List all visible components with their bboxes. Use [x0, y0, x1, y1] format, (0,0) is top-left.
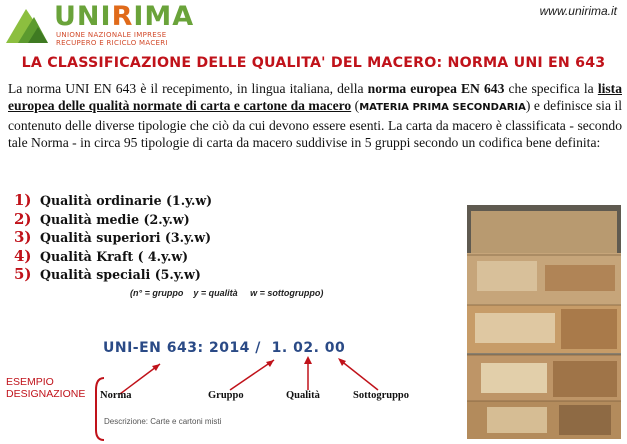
- label-qualita: Qualità: [286, 390, 320, 401]
- website-link[interactable]: www.unirima.it: [539, 4, 617, 18]
- label-sottogruppo: Sottogruppo: [353, 390, 410, 401]
- list-item: 4) Qualità Kraft ( 4.y.w): [14, 246, 189, 265]
- designation-description: Descrizione: Carte e cartoni misti: [104, 417, 222, 426]
- european-list-link: lista europea delle qualità normate di carta e cartone da macero: [8, 81, 622, 114]
- label-norma: Norma: [100, 390, 132, 401]
- list-item: 5) Qualità speciali (5.y.w): [14, 265, 201, 283]
- unirima-logo: [4, 3, 194, 47]
- logo-subtitle-line-1: UNIONE NAZIONALE IMPRESE: [56, 31, 167, 39]
- example-designation-label: ESEMPIO DESIGNAZIONE: [6, 376, 86, 400]
- page-title: LA CLASSIFICAZIONE DELLE QUALITA' DEL MACERO: NORMA UNI EN 643: [21, 55, 606, 71]
- list-item: 3) Qualità superiori (3.y.w): [14, 228, 212, 246]
- logo-subtitle-line-2: RECUPERO E RICICLO MACERI: [56, 39, 168, 47]
- list-item: 2) Qualità medie (2.y.w): [14, 209, 190, 228]
- logo-mark-icon: [4, 5, 50, 45]
- designation-code: UNI-EN 643: 2014 / 1. 02. 00: [103, 340, 346, 356]
- logo-name: UNIRIMA: [54, 1, 195, 32]
- code-legend-note: (n° = gruppo y = qualità w = sottogruppo): [130, 288, 324, 298]
- paper-bales-photo: [467, 205, 621, 439]
- label-gruppo: Gruppo: [208, 390, 244, 401]
- quality-list: [14, 190, 212, 283]
- list-item: 1) Qualità ordinarie (1.y.w): [14, 191, 213, 209]
- intro-paragraph: La norma UNI EN 643 è il recepimento, in lingua italiana, della norma europea EN 643 che specifica la lista europea delle qualità normate di carta e cartone da macero (MATERIA PRIMA SECONDARIA) e definisce sia il contenuto delle diverse tipologie che ciò da cui devono essere esenti. La carta da macero è classificata - secondo tale Norma - in circa 95 tipologie di carta da macero suddivise in 5 gruppi secondo un codifica bene definita:: [8, 81, 622, 150]
